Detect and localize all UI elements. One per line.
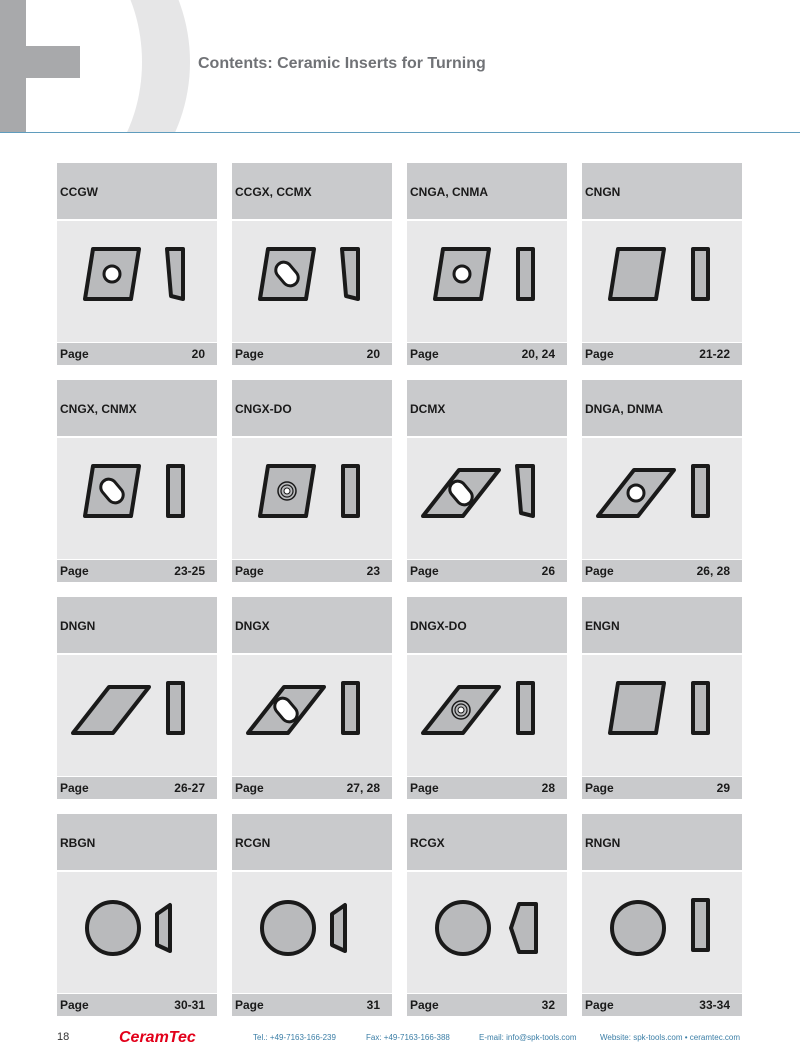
insert-illustration: [57, 438, 217, 559]
insert-top-view: [610, 683, 664, 733]
insert-card[interactable]: [232, 814, 392, 1016]
footer-fax: Fax: +49-7163-166-388: [366, 1033, 450, 1042]
insert-illustration: [407, 438, 567, 559]
insert-code: CNGX, CNMX: [60, 402, 137, 416]
ceramtec-logo: [119, 1027, 203, 1047]
card-header: [407, 814, 567, 870]
insert-illustration: [232, 872, 392, 993]
insert-side-view: [343, 683, 358, 733]
page-reference[interactable]: 26-27: [174, 781, 205, 795]
insert-side-view: [693, 249, 708, 299]
insert-card[interactable]: [582, 597, 742, 799]
page-number: 18: [57, 1031, 70, 1043]
insert-side-view: [343, 466, 358, 516]
card-footer: [232, 994, 392, 1016]
insert-illustration: [582, 221, 742, 342]
page-reference[interactable]: 20: [366, 347, 380, 361]
insert-illustration: [582, 872, 742, 993]
card-footer: [582, 343, 742, 365]
footer-email[interactable]: E-mail: info@spk-tools.com: [479, 1033, 577, 1042]
insert-illustration: [407, 221, 567, 342]
insert-side-view: [518, 249, 533, 299]
card-header: [582, 597, 742, 653]
page-reference[interactable]: 20: [191, 347, 205, 361]
insert-code: CNGN: [585, 185, 621, 199]
card-footer: [232, 560, 392, 582]
page-reference[interactable]: 31: [366, 998, 380, 1012]
page-label: Page: [410, 781, 439, 795]
insert-hole: [628, 485, 644, 501]
insert-code: ENGN: [585, 619, 620, 633]
header-divider: [0, 132, 800, 133]
card-header: [57, 814, 217, 870]
page-label: Page: [585, 347, 614, 361]
insert-card[interactable]: [232, 380, 392, 582]
insert-top-view: [87, 902, 139, 954]
footer-website[interactable]: Website: spk-tools.com • ceramtec.com: [600, 1033, 741, 1042]
page-label: Page: [235, 998, 264, 1012]
card-header: [407, 163, 567, 219]
insert-top-view: [610, 249, 664, 299]
insert-card[interactable]: [407, 163, 567, 365]
page-reference[interactable]: 23-25: [174, 564, 205, 578]
page-label: Page: [410, 347, 439, 361]
card-header: [582, 380, 742, 436]
insert-code: CNGA, CNMA: [410, 185, 488, 199]
insert-top-view: [437, 902, 489, 954]
page-reference[interactable]: 27, 28: [346, 781, 380, 795]
insert-card[interactable]: [407, 814, 567, 1016]
insert-side-view: [693, 683, 708, 733]
insert-top-view: [612, 902, 664, 954]
page-reference[interactable]: 30-31: [174, 998, 205, 1012]
page-label: Page: [235, 347, 264, 361]
card-footer: [232, 777, 392, 799]
card-header: [232, 380, 392, 436]
insert-card[interactable]: [57, 597, 217, 799]
footer: [0, 1030, 800, 1048]
page-label: Page: [60, 998, 89, 1012]
insert-card[interactable]: [57, 814, 217, 1016]
page-reference[interactable]: 32: [541, 998, 555, 1012]
card-footer: [407, 560, 567, 582]
insert-code: CCGX, CCMX: [235, 185, 312, 199]
insert-illustration: [57, 872, 217, 993]
insert-illustration: [232, 655, 392, 776]
page-title: Contents: Ceramic Inserts for Turning: [198, 55, 486, 72]
card-footer: [57, 777, 217, 799]
header-graphic: [0, 0, 200, 133]
insert-card[interactable]: [57, 380, 217, 582]
page-reference[interactable]: 23: [366, 564, 380, 578]
page-reference[interactable]: 29: [716, 781, 730, 795]
card-footer: [407, 777, 567, 799]
insert-card[interactable]: [232, 597, 392, 799]
page-label: Page: [585, 781, 614, 795]
insert-illustration: [232, 438, 392, 559]
insert-code: CNGX-DO: [235, 402, 292, 416]
insert-code: RCGN: [235, 836, 271, 850]
page-reference[interactable]: 33-34: [699, 998, 730, 1012]
insert-code: DNGN: [60, 619, 96, 633]
footer-phone: Tel.: +49-7163-166-239: [253, 1033, 336, 1042]
page-reference[interactable]: 26, 28: [696, 564, 730, 578]
insert-code: RBGN: [60, 836, 96, 850]
card-footer: [232, 343, 392, 365]
insert-card[interactable]: [407, 380, 567, 582]
insert-side-view: [167, 249, 183, 299]
insert-illustration: [232, 221, 392, 342]
insert-code: DNGX-DO: [410, 619, 467, 633]
card-header: [232, 597, 392, 653]
page-reference[interactable]: 21-22: [699, 347, 730, 361]
insert-top-view: [73, 687, 149, 733]
insert-code: CCGW: [60, 185, 98, 199]
insert-hole: [454, 266, 470, 282]
insert-illustration: [57, 655, 217, 776]
page-label: Page: [585, 998, 614, 1012]
insert-illustration: [582, 438, 742, 559]
card-footer: [582, 994, 742, 1016]
page-label: Page: [410, 998, 439, 1012]
card-header: [407, 597, 567, 653]
card-footer: [582, 777, 742, 799]
insert-side-view: [332, 905, 345, 951]
insert-illustration: [407, 655, 567, 776]
insert-hole-inner: [458, 707, 464, 713]
insert-side-view: [518, 683, 533, 733]
insert-code: RCGX: [410, 836, 445, 850]
card-footer: [407, 994, 567, 1016]
card-footer: [57, 560, 217, 582]
card-header: [57, 163, 217, 219]
insert-illustration: [407, 872, 567, 993]
page-reference[interactable]: 26: [541, 564, 555, 578]
page-label: Page: [235, 564, 264, 578]
insert-side-view: [693, 900, 708, 950]
card-footer: [57, 994, 217, 1016]
card-header: [232, 163, 392, 219]
card-footer: [582, 560, 742, 582]
card-header: [57, 380, 217, 436]
card-header: [57, 597, 217, 653]
card-header: [582, 163, 742, 219]
insert-code: DCMX: [410, 402, 446, 416]
card-header: [232, 814, 392, 870]
card-footer: [57, 343, 217, 365]
insert-code: RNGN: [585, 836, 621, 850]
page-label: Page: [60, 781, 89, 795]
insert-side-view: [168, 466, 183, 516]
page-reference[interactable]: 28: [541, 781, 555, 795]
card-header: [407, 380, 567, 436]
insert-code: DNGA, DNMA: [585, 402, 663, 416]
insert-code: DNGX: [235, 619, 270, 633]
insert-top-view: [262, 902, 314, 954]
insert-card[interactable]: [582, 814, 742, 1016]
page-label: Page: [410, 564, 439, 578]
page-label: Page: [585, 564, 614, 578]
svg-text:CeramTec: CeramTec: [119, 1029, 196, 1046]
card-footer: [407, 343, 567, 365]
insert-card[interactable]: [407, 597, 567, 799]
page-label: Page: [235, 781, 264, 795]
card-header: [582, 814, 742, 870]
page-label: Page: [60, 564, 89, 578]
insert-card[interactable]: [582, 380, 742, 582]
insert-hole-inner: [284, 488, 290, 494]
insert-side-view: [511, 904, 536, 952]
insert-side-view: [517, 466, 533, 516]
insert-card[interactable]: [582, 163, 742, 365]
insert-side-view: [168, 683, 183, 733]
insert-side-view: [693, 466, 708, 516]
page-reference[interactable]: 20, 24: [521, 347, 555, 361]
insert-illustration: [57, 221, 217, 342]
insert-card[interactable]: [232, 163, 392, 365]
insert-side-view: [342, 249, 358, 299]
insert-grid: [57, 163, 742, 1016]
insert-card[interactable]: [57, 163, 217, 365]
insert-illustration: [582, 655, 742, 776]
page-label: Page: [60, 347, 89, 361]
insert-side-view: [157, 905, 170, 951]
insert-hole: [104, 266, 120, 282]
